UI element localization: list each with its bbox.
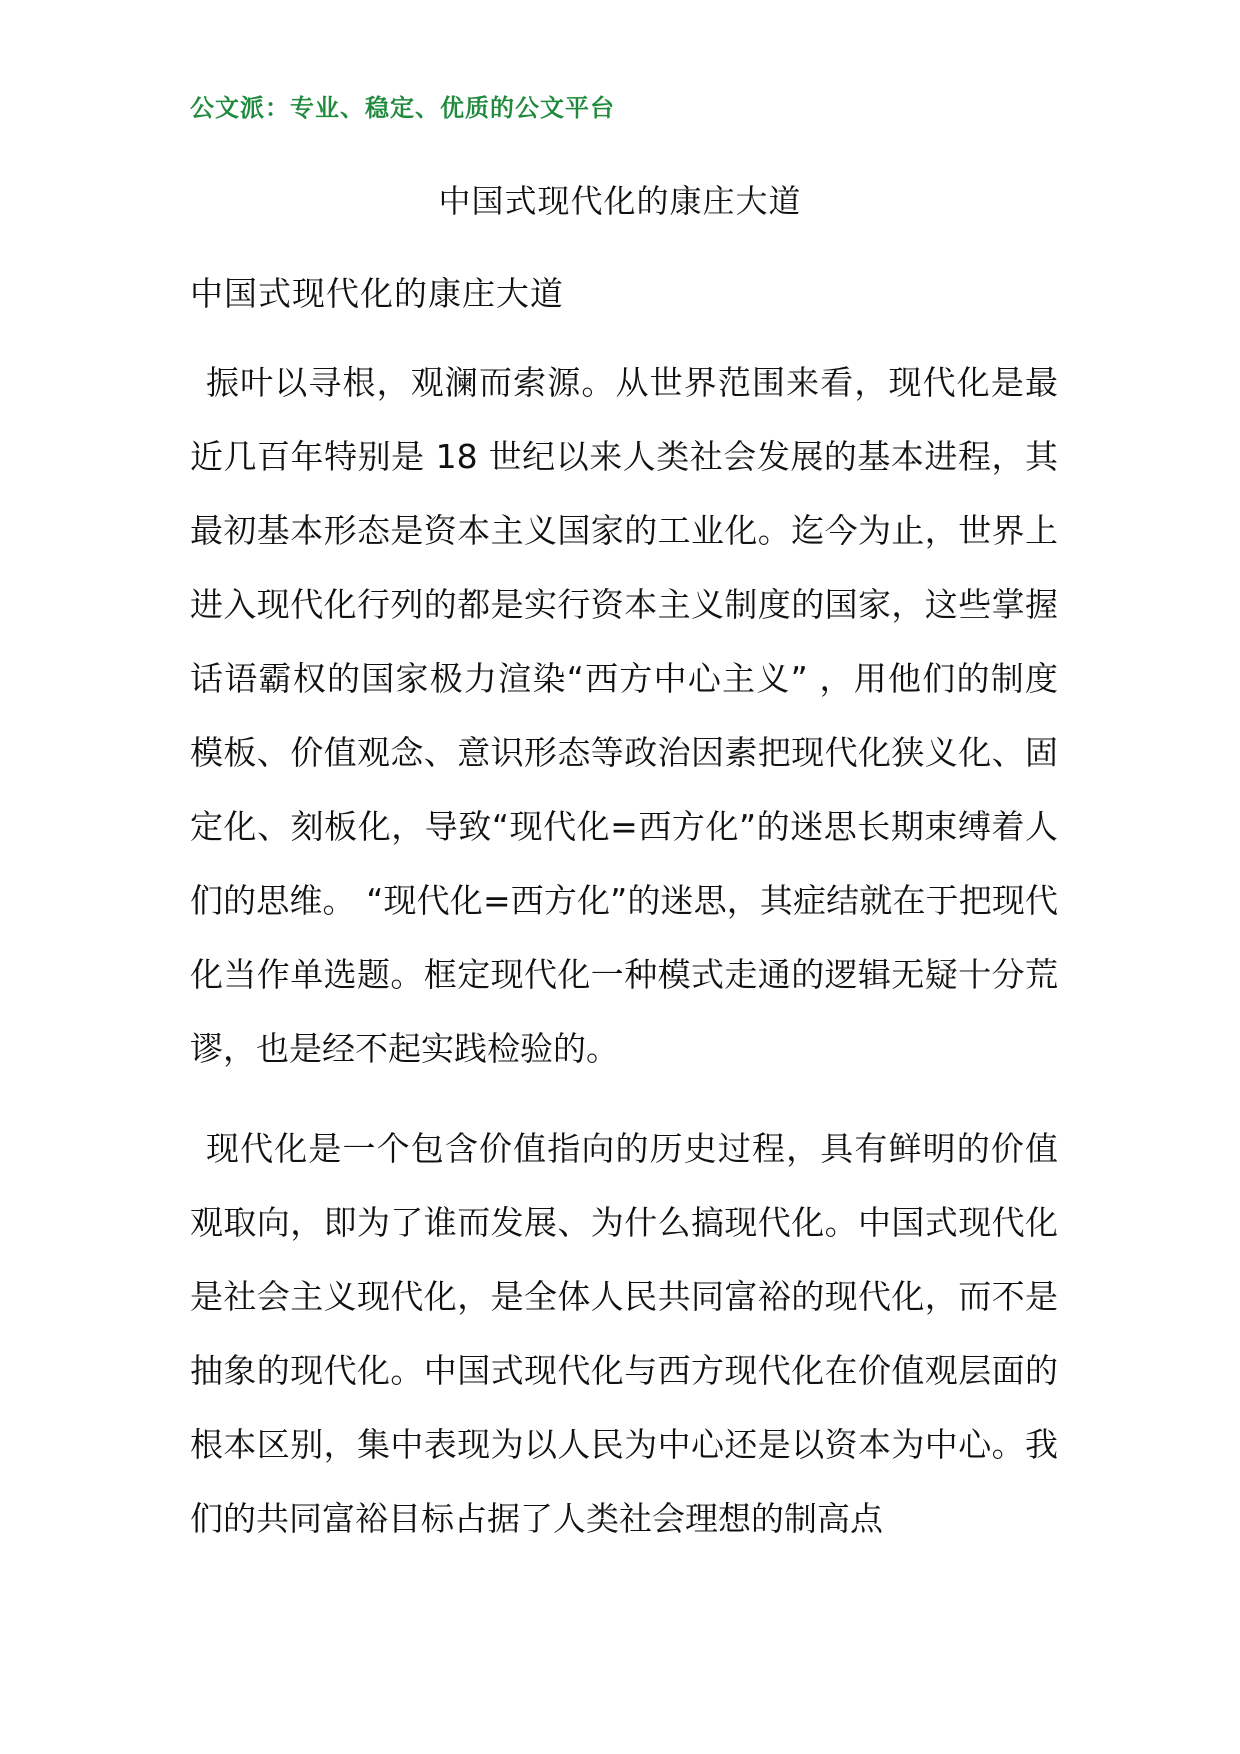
brand-header: 公文派：专业、稳定、优质的公文平台 (190, 94, 615, 122)
document-title: 中国式现代化的康庄大道 (438, 182, 802, 220)
body-paragraph-2: 现代化是一个包含价值指向的历史过程，具有鲜明的价值观取向，即为了谁而发展、为什么搞现代化。中国式现代化是社会主义现代化，是全体人民共同富裕的现代化，而不是抽象的现代化。中国式现代化与西方现代化在价值观层面的根本区别，集中表现为以人民为中心还是以资本为中心。我们的共同富裕目标占据了人类社会理想的制高点 (190, 1129, 1058, 1538)
body-paragraph-1: 振叶以寻根，观澜而索源。从世界范围来看，现代化是最近几百年特别是 18 世纪以来人类社会发展的基本进程，其最初基本形态是资本主义国家的工业化。迄今为止，世界上进入现代化行列的都是实行资本主义制度的国家，这些掌握话语霸权的国家极力渲染“西方中心主义” ，用他们的制度模板、价值观念、意识形态等政治因素把现代化狭义化、固定化、刻板化，导致“现代化=西方化”的迷思长期束缚着人们的思维。 “现代化=西方化”的迷思，其症结就在于把现代化当作单选题。框定现代化一种模式走通的逻辑无疑十分荒谬，也是经不起实践检验的。 (190, 363, 1058, 1068)
document-subtitle: 中国式现代化的康庄大道 (190, 274, 564, 313)
